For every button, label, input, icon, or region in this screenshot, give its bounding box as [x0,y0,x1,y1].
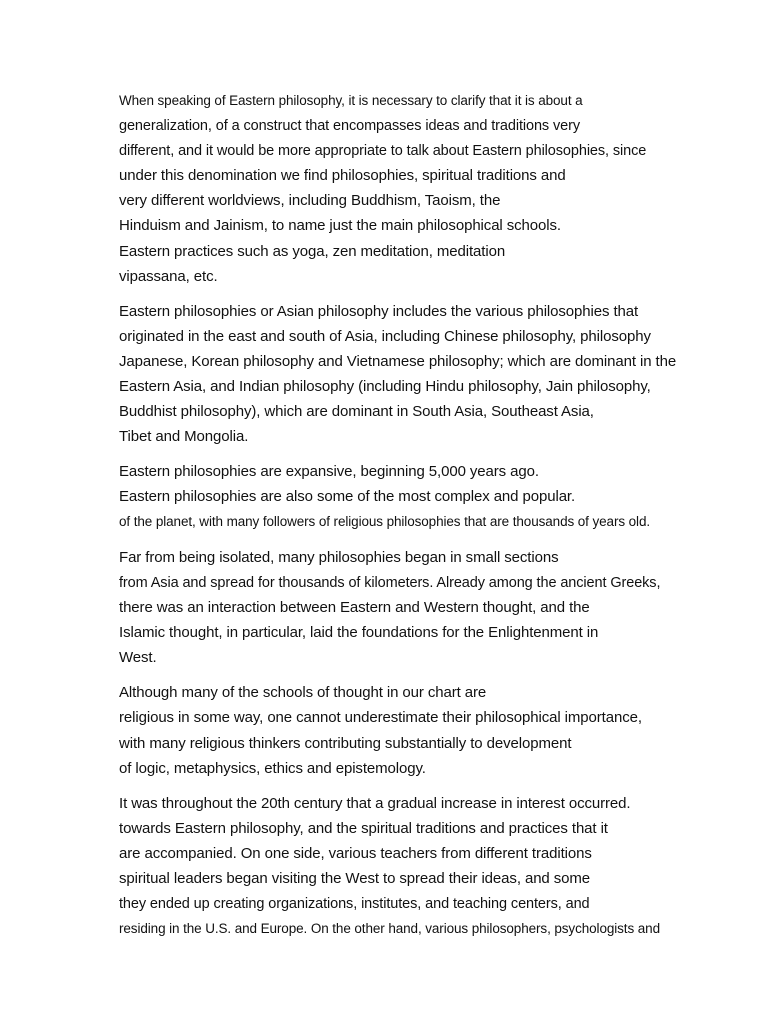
paragraph-2-line-6: Tibet and Mongolia. [119,428,249,445]
paragraph-1-line-2: generalization, of a construct that encompasses ideas and traditions very [119,118,580,134]
paragraph-3-line-3: of the planet, with many followers of religious philosophies that are thousands of years old. [119,514,651,529]
paragraph-2-line-4: Eastern Asia, and Indian philosophy (including Hindu philosophy, Jain philosophy, [119,378,651,395]
paragraph-1-line-3: different, and it would be more appropriate to talk about Eastern philosophies, since [119,143,647,159]
paragraph-4-line-5: West. [119,649,157,666]
paragraph-5-line-1: Although many of the schools of thought in our chart are [119,684,487,701]
paragraph-5-line-2: religious in some way, one cannot underestimate their philosophical importance, [119,709,642,726]
paragraph-4-line-1: Far from being isolated, many philosophies began in small sections [119,549,559,566]
paragraph-1-line-5: very different worldviews, including Buddhism, Taoism, the [119,192,501,209]
paragraph-2-line-2: originated in the east and south of Asia, including Chinese philosophy, philosophy [119,328,651,345]
paragraph-1-line-1: When speaking of Eastern philosophy, it is necessary to clarify that it is about a [119,93,583,108]
paragraph-4-line-3: there was an interaction between Eastern and Western thought, and the [119,599,590,616]
paragraph-6-line-3: are accompanied. On one side, various teachers from different traditions [119,845,592,862]
paragraph-4-line-2: from Asia and spread for thousands of kilometers. Already among the ancient Greeks, [119,575,661,591]
paragraph-6-line-2: towards Eastern philosophy, and the spiritual traditions and practices that it [119,820,608,837]
paragraph-3-line-1: Eastern philosophies are expansive, beginning 5,000 years ago. [119,463,539,480]
paragraph-3-line-2: Eastern philosophies are also some of the most complex and popular. [119,488,576,505]
paragraph-1-line-7: Eastern practices such as yoga, zen meditation, meditation [119,243,506,260]
paragraph-4-line-4: Islamic thought, in particular, laid the foundations for the Enlightenment in [119,624,599,641]
paragraph-6-line-4: spiritual leaders began visiting the West to spread their ideas, and some [119,870,591,887]
paragraph-2-line-1: Eastern philosophies or Asian philosophy includes the various philosophies that [119,303,639,320]
paragraph-2-line-3: Japanese, Korean philosophy and Vietnamese philosophy; which are dominant in the [119,353,677,370]
paragraph-6-line-6: residing in the U.S. and Europe. On the other hand, various philosophers, psychologists and [119,921,660,936]
paragraph-6-line-5: they ended up creating organizations, institutes, and teaching centers, and [119,896,590,912]
paragraph-1-line-6: Hinduism and Jainism, to name just the main philosophical schools. [119,217,561,234]
paragraph-6-line-1: It was throughout the 20th century that a gradual increase in interest occurred. [119,795,631,812]
paragraph-1-line-4: under this denomination we find philosophies, spiritual traditions and [119,167,566,184]
paragraph-2-line-5: Buddhist philosophy), which are dominant in South Asia, Southeast Asia, [119,403,594,420]
paragraph-5-line-4: of logic, metaphysics, ethics and epistemology. [119,760,426,777]
paragraph-1-line-8: vipassana, etc. [119,268,218,285]
paragraph-5-line-3: with many religious thinkers contributing substantially to development [119,735,572,752]
